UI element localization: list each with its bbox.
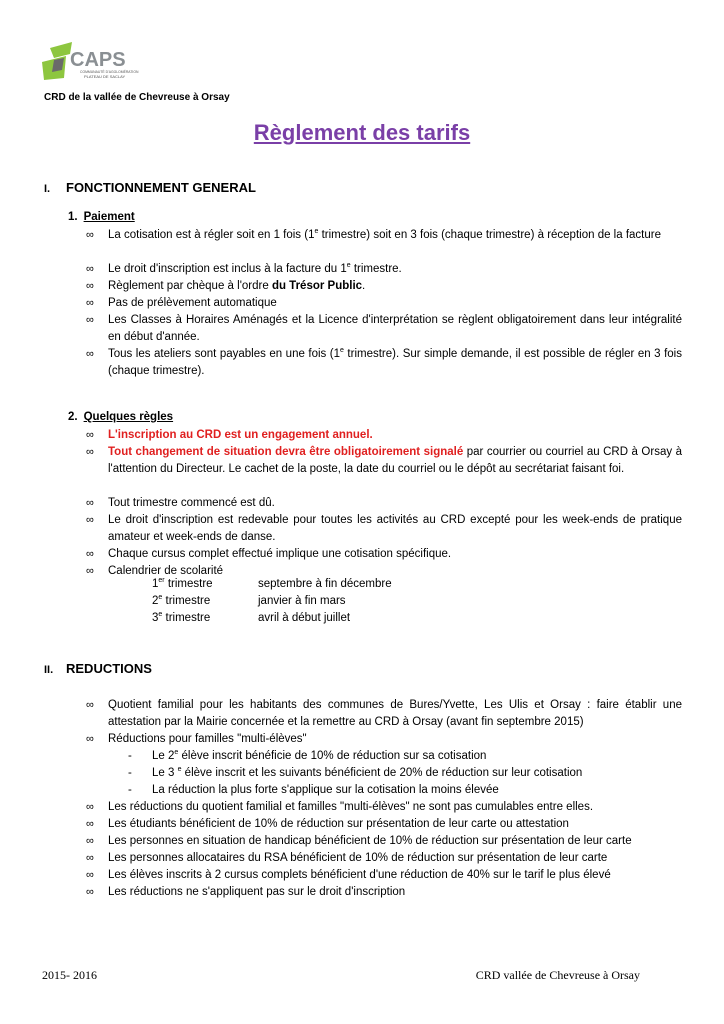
caps-logo-graphic xyxy=(40,40,140,88)
subsection-number: 2. xyxy=(68,411,78,423)
bullet-icon: ∞ xyxy=(86,565,94,577)
bullet-icon: ∞ xyxy=(86,733,94,745)
dash-marker: - xyxy=(128,784,132,796)
text-segment: Pas de prélèvement automatique xyxy=(108,297,277,309)
section-number: II. xyxy=(44,664,54,676)
list-item xyxy=(86,833,682,850)
text-segment: Quotient familial pour les habitants des communes de Bures/Yvette, Les Ulis et Orsay : faire établir une attestation par la Mairie concernée et la remettre au CRD à Orsay (avant fin septembre 2015) xyxy=(108,699,682,728)
footer-year: 2015- 2016 xyxy=(42,968,97,982)
text-segment: Réductions pour familles "multi-élèves" xyxy=(108,733,307,745)
term-label: trimestre xyxy=(162,612,211,624)
term-label: trimestre xyxy=(162,595,211,607)
list-item xyxy=(86,295,682,312)
calendar-term-2 xyxy=(152,595,210,607)
text-segment: La cotisation est à régler soit en 1 fois (1 xyxy=(108,229,315,241)
page-title: Règlement des tarifs xyxy=(253,120,471,145)
text-segment: Le 3 xyxy=(152,767,178,779)
section-title: FONCTIONNEMENT GENERAL xyxy=(66,180,256,195)
bullet-icon: ∞ xyxy=(86,497,94,509)
text-segment: Le droit d'inscription est inclus à la facture du 1 xyxy=(108,263,347,275)
calendar-period-3: avril à début juillet xyxy=(258,612,351,624)
superscript: e xyxy=(314,228,319,236)
bullet-icon: ∞ xyxy=(86,818,94,830)
calendar-term-1 xyxy=(152,578,213,590)
bullet-icon: ∞ xyxy=(86,886,94,898)
list-item xyxy=(86,867,682,884)
list-item xyxy=(86,495,682,512)
section-heading-2 xyxy=(44,661,152,676)
sub-list-item xyxy=(128,782,682,799)
section-title: REDUCTIONS xyxy=(66,661,152,676)
list-item xyxy=(86,512,682,546)
text-segment: élève inscrit bénéficie de 10% de réduction sur sa cotisation xyxy=(178,750,487,762)
subsection-number: 1. xyxy=(68,211,78,223)
subsection-title: Paiement xyxy=(83,211,135,223)
text-segment: Règlement par chèque à l'ordre xyxy=(108,280,272,292)
logo-subtext-2: PLATEAU DE SACLAY xyxy=(84,74,126,79)
bullet-icon: ∞ xyxy=(86,314,94,326)
dash-marker: - xyxy=(128,750,132,762)
bullet-icon: ∞ xyxy=(86,852,94,864)
text-segment: par courrier ou courriel au CRD à Orsay à l'attention du Directeur. Le cachet de la poste, la date du courriel ou le dépôt au secrétariat faisant foi. xyxy=(108,446,682,475)
bullet-icon: ∞ xyxy=(86,446,94,458)
calendar-period-2: janvier à fin mars xyxy=(258,595,346,607)
list-item xyxy=(86,697,682,731)
section-heading-1 xyxy=(44,180,256,195)
calendar-term-3 xyxy=(152,612,210,624)
text-segment: La réduction la plus forte s'applique sur la cotisation la moins élevée xyxy=(152,784,499,796)
list-item xyxy=(86,884,682,901)
bullet-icon: ∞ xyxy=(86,548,94,560)
section-number: I. xyxy=(44,183,51,195)
subsection-heading-regles xyxy=(68,411,173,423)
text-segment: Le 2 xyxy=(152,750,175,762)
superscript: e xyxy=(340,347,344,355)
bullet-icon: ∞ xyxy=(86,263,94,275)
superscript: e xyxy=(158,611,163,619)
superscript: e xyxy=(346,262,351,270)
text-segment: élève inscrit et les suivants bénéficient de 20% de réduction sur leur cotisation xyxy=(181,767,583,779)
subsection-heading-paiement xyxy=(68,211,135,223)
warning-text: Tout changement de situation devra être obligatoirement signalé xyxy=(108,446,464,458)
superscript: e xyxy=(177,766,182,774)
term-number: 3 xyxy=(152,612,159,624)
calendar-period-1: septembre à fin décembre xyxy=(258,578,392,590)
caps-logo xyxy=(40,40,140,88)
sub-list-item xyxy=(128,748,682,765)
list-item xyxy=(86,444,682,478)
subsection-title: Quelques règles xyxy=(83,411,174,423)
list-item xyxy=(86,546,682,563)
text-segment: Les étudiants bénéficient de 10% de réduction sur présentation de leur carte ou attestation xyxy=(108,818,569,830)
list-item xyxy=(86,346,682,380)
bullet-icon: ∞ xyxy=(86,348,94,360)
bullet-icon: ∞ xyxy=(86,801,94,813)
bullet-icon: ∞ xyxy=(86,835,94,847)
list-item xyxy=(86,799,682,816)
term-label: trimestre xyxy=(164,578,213,590)
footer-institution: CRD vallée de Chevreuse à Orsay xyxy=(475,968,640,982)
logo-subtext-1: COMMUNAUTÉ D'AGGLOMÉRATION xyxy=(80,70,139,74)
logo-main-text: CAPS xyxy=(70,49,126,71)
list-item xyxy=(86,312,682,346)
text-segment: Les personnes en situation de handicap bénéficient de 10% de réduction sur présentation de leur carte xyxy=(108,835,632,847)
text-segment: trimestre. xyxy=(350,263,402,275)
bullet-icon: ∞ xyxy=(86,229,94,241)
text-segment: trimestre) soit en 3 fois (chaque trimestre) à réception de la facture xyxy=(318,229,661,241)
superscript: e xyxy=(158,594,163,602)
list-item xyxy=(86,278,682,295)
text-segment: Tout trimestre commencé est dû. xyxy=(108,497,275,509)
bold-text: du Trésor Public xyxy=(271,280,363,292)
bullet-icon: ∞ xyxy=(86,280,94,292)
bullet-icon: ∞ xyxy=(86,514,94,526)
term-number: 2 xyxy=(152,595,159,607)
text-segment: . xyxy=(362,280,366,292)
list-item xyxy=(86,816,682,833)
text-segment: Calendrier de scolarité xyxy=(108,565,224,577)
bullet-icon: ∞ xyxy=(86,297,94,309)
text-segment: Les réductions du quotient familial et familles "multi-élèves" ne sont pas cumulables entre elles. xyxy=(108,801,594,813)
bullet-icon: ∞ xyxy=(86,869,94,881)
header-line: CRD de la vallée de Chevreuse à Orsay xyxy=(44,92,230,103)
list-item xyxy=(86,850,682,867)
text-segment: Les personnes allocataires du RSA bénéficient de 10% de réduction sur présentation de leur carte xyxy=(108,852,608,864)
text-segment: Chaque cursus complet effectué implique une cotisation spécifique. xyxy=(108,548,452,560)
text-segment: Les Classes à Horaires Aménagés et la Licence d'interprétation se règlent obligatoirement dans leur intégralité en début d'année. xyxy=(108,314,682,343)
text-segment: Le droit d'inscription est redevable pour toutes les activités au CRD excepté pour les week-ends de pratique amateur et week-ends de danse. xyxy=(108,514,682,543)
list-item xyxy=(86,227,682,244)
bullet-icon: ∞ xyxy=(86,429,94,441)
dash-marker: - xyxy=(128,767,132,779)
superscript: er xyxy=(158,577,165,585)
list-item xyxy=(86,261,682,278)
list-item xyxy=(86,731,682,748)
superscript: e xyxy=(174,749,179,757)
text-segment: Les réductions ne s'appliquent pas sur le droit d'inscription xyxy=(108,886,406,898)
sub-list-item xyxy=(128,765,682,782)
term-number: 1 xyxy=(152,578,159,590)
bullet-icon: ∞ xyxy=(86,699,94,711)
list-item xyxy=(86,427,682,444)
text-segment: trimestre). Sur simple demande, il est possible de régler en 3 fois (chaque trimestre). xyxy=(108,348,682,377)
warning-text: L'inscription au CRD est un engagement annuel. xyxy=(108,429,373,441)
text-segment: Les élèves inscrits à 2 cursus complets bénéficient d'une réduction de 40% sur le tarif le plus élevé xyxy=(108,869,611,881)
text-segment: Tous les ateliers sont payables en une fois (1 xyxy=(108,348,341,360)
